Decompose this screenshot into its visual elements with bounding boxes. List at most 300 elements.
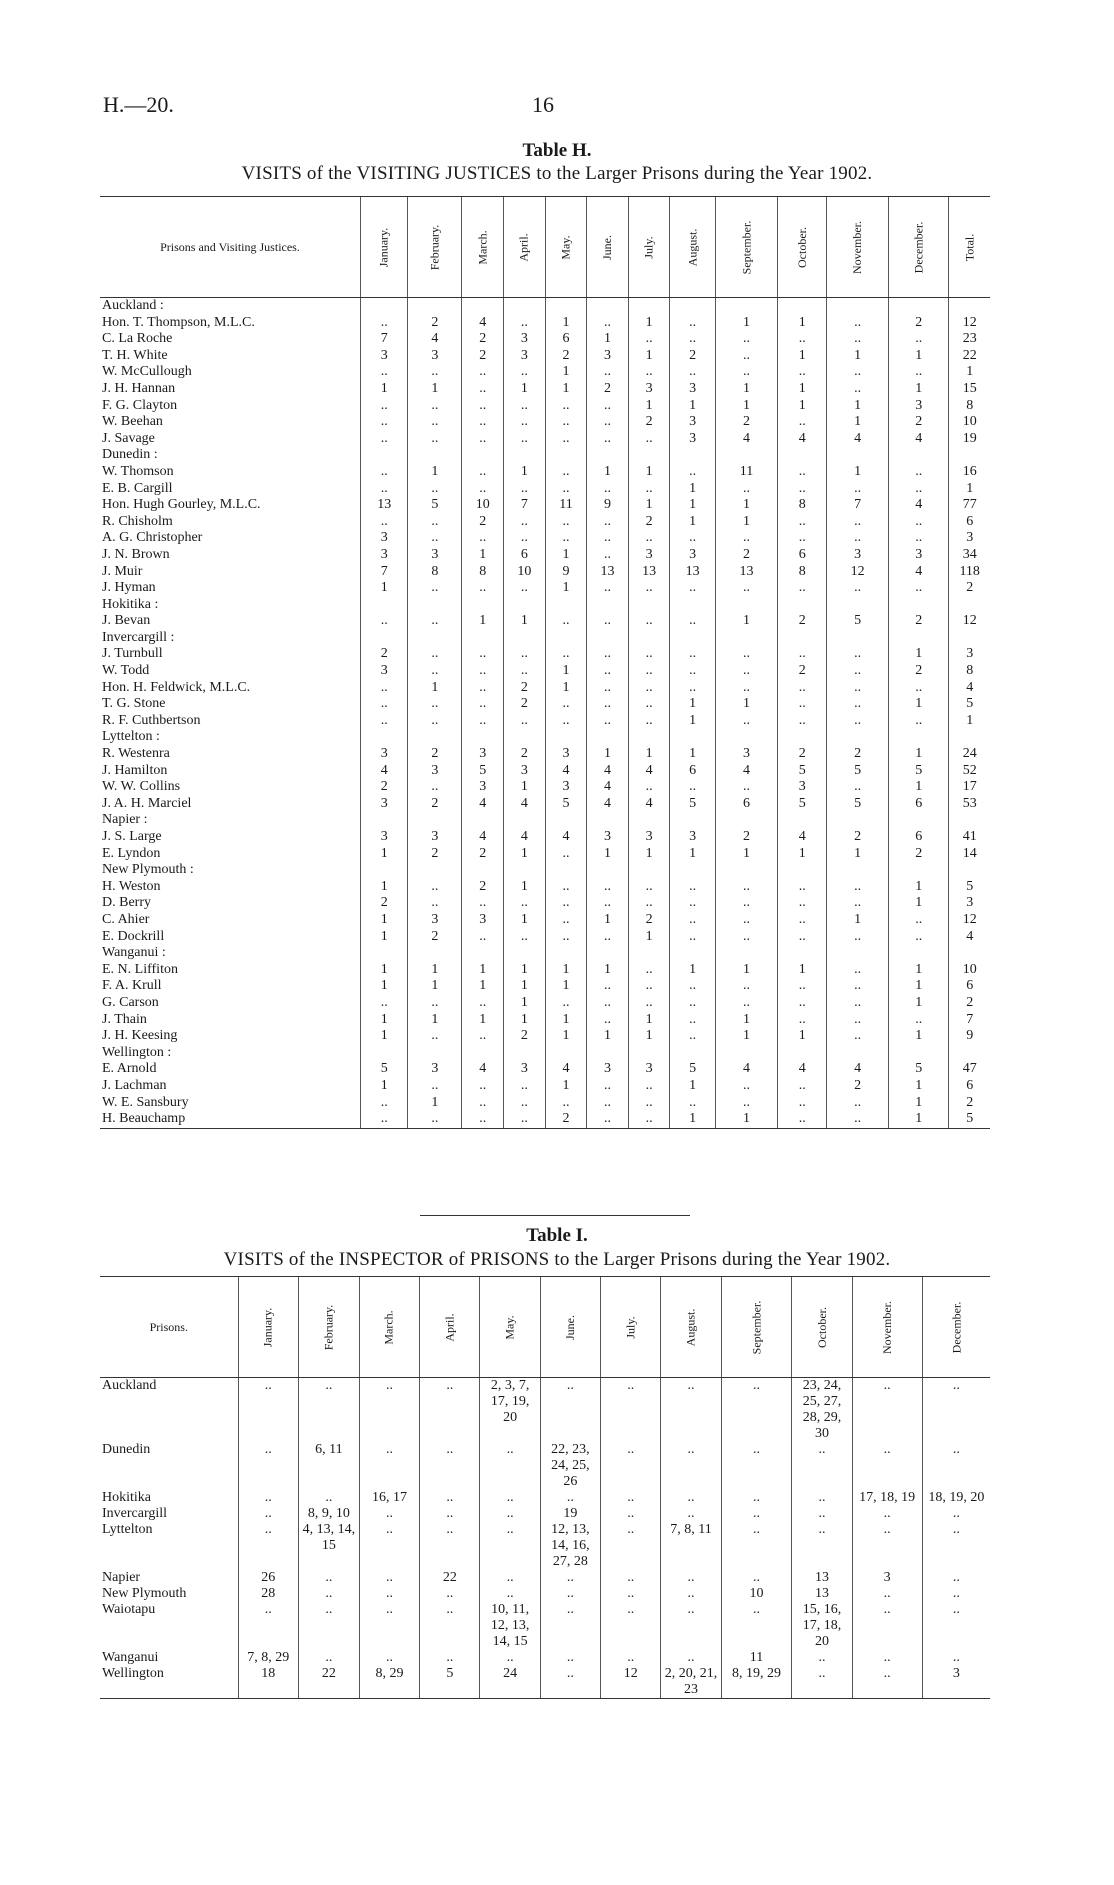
- column-header-month: [721, 1277, 792, 1378]
- table-row: [100, 1012, 990, 1029]
- value-cell: 7: [360, 564, 407, 581]
- value-cell: ..: [462, 680, 504, 697]
- column-header-month: [778, 197, 827, 298]
- value-cell: 3: [360, 348, 407, 365]
- value-cell: 1: [778, 315, 827, 332]
- value-cell: ..: [504, 1078, 546, 1095]
- value-cell: 1: [889, 1028, 949, 1045]
- value-cell: 2: [889, 414, 949, 431]
- value-cell: 18, 19, 20: [922, 1490, 990, 1506]
- table-row: [100, 597, 990, 614]
- value-cell: 1: [408, 1012, 462, 1029]
- table-row: [100, 613, 990, 630]
- value-cell: ..: [889, 464, 949, 481]
- value-cell: ..: [360, 995, 407, 1012]
- value-cell: 5: [360, 1061, 407, 1078]
- value-cell: ..: [420, 1378, 480, 1443]
- empty-cell: [670, 1045, 715, 1062]
- row-name: J. Thain: [102, 1011, 147, 1027]
- value-cell: 23, 24, 25, 27, 28, 29, 30: [792, 1378, 852, 1443]
- empty-cell: [408, 945, 462, 962]
- empty-cell: [889, 729, 949, 746]
- value-cell: ..: [792, 1442, 852, 1490]
- value-cell: 1: [545, 962, 587, 979]
- empty-cell: [587, 1045, 629, 1062]
- empty-cell: [778, 630, 827, 647]
- value-cell: 1: [715, 696, 777, 713]
- value-cell: ..: [408, 514, 462, 531]
- value-cell: 1: [889, 1095, 949, 1112]
- value-cell: ..: [715, 779, 777, 796]
- value-cell: ..: [408, 530, 462, 547]
- empty-cell: [889, 862, 949, 879]
- value-cell: ..: [359, 1570, 419, 1586]
- empty-cell: [949, 862, 990, 879]
- value-cell: 34: [949, 547, 990, 564]
- empty-cell: [360, 597, 407, 614]
- value-cell: 1: [670, 962, 715, 979]
- table-row: [100, 829, 990, 846]
- value-cell: 2: [827, 746, 889, 763]
- row-name: J. S. Large: [102, 829, 162, 844]
- value-cell: ..: [408, 364, 462, 381]
- value-cell: 1: [827, 414, 889, 431]
- value-cell: 3: [504, 763, 546, 780]
- value-cell: 3: [360, 547, 407, 564]
- table-row: [100, 1650, 990, 1666]
- value-cell: ..: [852, 1522, 922, 1570]
- value-cell: 1: [670, 514, 715, 531]
- value-cell: 5: [462, 763, 504, 780]
- value-cell: 1: [545, 680, 587, 697]
- table-row: [100, 796, 990, 813]
- value-cell: ..: [298, 1650, 359, 1666]
- value-cell: 2: [827, 1078, 889, 1095]
- value-cell: ..: [827, 580, 889, 597]
- value-cell: 3: [408, 348, 462, 365]
- empty-cell: [715, 1045, 777, 1062]
- value-cell: 1: [670, 746, 715, 763]
- value-cell: ..: [827, 779, 889, 796]
- value-cell: 7, 8, 11: [661, 1522, 721, 1570]
- empty-cell: [949, 447, 990, 464]
- empty-cell: [827, 447, 889, 464]
- value-cell: 2, 3, 7, 17, 19, 20: [480, 1378, 540, 1443]
- value-cell: 4: [778, 829, 827, 846]
- value-cell: ..: [721, 1602, 792, 1650]
- value-cell: 12: [601, 1666, 661, 1699]
- value-cell: ..: [827, 331, 889, 348]
- value-cell: 17, 18, 19: [852, 1490, 922, 1506]
- value-cell: 1: [545, 663, 587, 680]
- value-cell: ..: [587, 1111, 629, 1128]
- value-cell: 4, 13, 14, 15: [298, 1522, 359, 1570]
- value-cell: ..: [298, 1378, 359, 1443]
- value-cell: ..: [462, 1028, 504, 1045]
- row-name: J. N. Brown: [102, 546, 170, 562]
- value-cell: 3: [949, 530, 990, 547]
- value-cell: ..: [540, 1378, 600, 1443]
- value-cell: ..: [922, 1570, 990, 1586]
- prison-group-label: Wanganui :: [102, 945, 166, 961]
- value-cell: 5: [670, 796, 715, 813]
- value-cell: ..: [889, 912, 949, 929]
- value-cell: 3: [852, 1570, 922, 1586]
- empty-cell: [715, 630, 777, 647]
- value-cell: 1: [715, 613, 777, 630]
- value-cell: 5: [408, 497, 462, 514]
- empty-cell: [408, 298, 462, 315]
- empty-cell: [628, 812, 670, 829]
- value-cell: 3: [408, 547, 462, 564]
- value-cell: 6: [545, 331, 587, 348]
- value-cell: 11: [545, 497, 587, 514]
- empty-cell: [408, 447, 462, 464]
- value-cell: 1: [889, 879, 949, 896]
- value-cell: ..: [628, 779, 670, 796]
- value-cell: ..: [670, 331, 715, 348]
- value-cell: ..: [408, 580, 462, 597]
- empty-cell: [670, 630, 715, 647]
- value-cell: ..: [721, 1506, 792, 1522]
- value-cell: 1: [628, 398, 670, 415]
- value-cell: ..: [778, 481, 827, 498]
- value-cell: 3: [670, 829, 715, 846]
- value-cell: 3: [670, 414, 715, 431]
- value-cell: 5: [949, 1111, 990, 1128]
- page-number: 16: [532, 92, 554, 117]
- value-cell: 1: [715, 497, 777, 514]
- empty-cell: [504, 945, 546, 962]
- empty-cell: [778, 862, 827, 879]
- value-cell: 2: [889, 315, 949, 332]
- empty-cell: [462, 729, 504, 746]
- value-cell: ..: [504, 580, 546, 597]
- value-cell: 5: [949, 879, 990, 896]
- column-header-text: May.: [558, 234, 573, 260]
- row-name: R. Westenra: [102, 746, 170, 762]
- value-cell: ..: [670, 315, 715, 332]
- value-cell: 1: [715, 315, 777, 332]
- value-cell: 8, 9, 10: [298, 1506, 359, 1522]
- empty-cell: [670, 945, 715, 962]
- table-row: [100, 1061, 990, 1078]
- value-cell: 1: [545, 1078, 587, 1095]
- value-cell: 1: [408, 962, 462, 979]
- table-row: [100, 580, 990, 597]
- value-cell: ..: [504, 530, 546, 547]
- value-cell: 1: [462, 613, 504, 630]
- value-cell: 4: [889, 497, 949, 514]
- column-header-month: [661, 1277, 721, 1378]
- value-cell: 1: [827, 912, 889, 929]
- value-cell: 8: [462, 564, 504, 581]
- value-cell: ..: [670, 364, 715, 381]
- value-cell: ..: [587, 1012, 629, 1029]
- value-cell: 2: [408, 315, 462, 332]
- value-cell: ..: [778, 414, 827, 431]
- value-cell: ..: [827, 929, 889, 946]
- value-cell: ..: [827, 680, 889, 697]
- table-row: [100, 315, 990, 332]
- table-row: [100, 1522, 990, 1570]
- value-cell: ..: [778, 995, 827, 1012]
- value-cell: ..: [827, 1095, 889, 1112]
- table-row: [100, 447, 990, 464]
- row-name: J. H. Hannan: [102, 380, 176, 396]
- value-cell: 2: [462, 514, 504, 531]
- value-cell: 13: [792, 1570, 852, 1586]
- value-cell: 1: [778, 381, 827, 398]
- value-cell: ..: [540, 1570, 600, 1586]
- value-cell: ..: [852, 1666, 922, 1699]
- value-cell: 4: [545, 1061, 587, 1078]
- value-cell: ..: [715, 331, 777, 348]
- value-cell: ..: [462, 580, 504, 597]
- row-name: E. Lyndon: [102, 845, 161, 861]
- value-cell: 2: [778, 613, 827, 630]
- value-cell: 7: [360, 331, 407, 348]
- value-cell: ..: [587, 398, 629, 415]
- value-cell: ..: [408, 696, 462, 713]
- empty-cell: [545, 862, 587, 879]
- value-cell: ..: [462, 1111, 504, 1128]
- value-cell: ..: [587, 431, 629, 448]
- table-row: [100, 497, 990, 514]
- value-cell: 4: [360, 763, 407, 780]
- value-cell: ..: [587, 414, 629, 431]
- value-cell: ..: [545, 414, 587, 431]
- value-cell: 4: [545, 763, 587, 780]
- value-cell: ..: [504, 514, 546, 531]
- empty-cell: [408, 1045, 462, 1062]
- value-cell: 1: [715, 514, 777, 531]
- value-cell: ..: [462, 895, 504, 912]
- value-cell: ..: [827, 315, 889, 332]
- value-cell: ..: [628, 663, 670, 680]
- value-cell: ..: [889, 713, 949, 730]
- value-cell: 11: [715, 464, 777, 481]
- value-cell: 5: [827, 763, 889, 780]
- value-cell: ..: [545, 646, 587, 663]
- value-cell: ..: [827, 530, 889, 547]
- value-cell: ..: [504, 663, 546, 680]
- value-cell: ..: [852, 1650, 922, 1666]
- value-cell: 118: [949, 564, 990, 581]
- value-cell: 3: [408, 1061, 462, 1078]
- empty-cell: [504, 862, 546, 879]
- value-cell: ..: [670, 680, 715, 697]
- value-cell: 23: [949, 331, 990, 348]
- value-cell: 14: [949, 846, 990, 863]
- column-header-text: November.: [850, 220, 865, 274]
- table-row: [100, 746, 990, 763]
- column-header-text: March.: [382, 1309, 397, 1345]
- value-cell: 24: [949, 746, 990, 763]
- value-cell: 1: [360, 879, 407, 896]
- value-cell: 1: [360, 929, 407, 946]
- value-cell: ..: [545, 846, 587, 863]
- value-cell: 3: [889, 398, 949, 415]
- empty-cell: [504, 1045, 546, 1062]
- value-cell: ..: [298, 1490, 359, 1506]
- value-cell: ..: [922, 1586, 990, 1602]
- value-cell: ..: [889, 364, 949, 381]
- value-cell: 6: [949, 1078, 990, 1095]
- value-cell: ..: [462, 713, 504, 730]
- value-cell: 28: [238, 1586, 298, 1602]
- empty-cell: [778, 298, 827, 315]
- row-name: J. H. Keesing: [102, 1028, 178, 1044]
- empty-cell: [360, 298, 407, 315]
- value-cell: 1: [360, 846, 407, 863]
- empty-cell: [949, 298, 990, 315]
- value-cell: 3: [360, 829, 407, 846]
- value-cell: ..: [480, 1490, 540, 1506]
- value-cell: 1: [670, 497, 715, 514]
- value-cell: 4: [889, 564, 949, 581]
- empty-cell: [628, 447, 670, 464]
- column-header-text: August.: [685, 228, 700, 266]
- value-cell: 1: [504, 381, 546, 398]
- empty-cell: [827, 1045, 889, 1062]
- value-cell: ..: [462, 696, 504, 713]
- empty-cell: [778, 812, 827, 829]
- value-cell: 1: [889, 696, 949, 713]
- value-cell: 6: [949, 514, 990, 531]
- value-cell: ..: [715, 995, 777, 1012]
- empty-cell: [545, 945, 587, 962]
- value-cell: 5: [545, 796, 587, 813]
- value-cell: 2: [949, 580, 990, 597]
- value-cell: 1: [504, 912, 546, 929]
- row-name: C. La Roche: [102, 331, 173, 347]
- value-cell: 52: [949, 763, 990, 780]
- value-cell: 22: [420, 1570, 480, 1586]
- value-cell: 1: [504, 978, 546, 995]
- value-cell: ..: [601, 1586, 661, 1602]
- value-cell: 1: [462, 962, 504, 979]
- value-cell: ..: [360, 680, 407, 697]
- value-cell: 1: [360, 381, 407, 398]
- column-header-text: October.: [814, 1306, 829, 1348]
- value-cell: ..: [827, 1111, 889, 1128]
- value-cell: ..: [670, 978, 715, 995]
- value-cell: ..: [504, 431, 546, 448]
- table-row: [100, 1028, 990, 1045]
- value-cell: 2: [408, 796, 462, 813]
- empty-cell: [504, 447, 546, 464]
- value-cell: 3: [360, 796, 407, 813]
- value-cell: ..: [827, 364, 889, 381]
- value-cell: ..: [545, 879, 587, 896]
- value-cell: 16, 17: [359, 1490, 419, 1506]
- value-cell: 3: [628, 829, 670, 846]
- value-cell: 8: [778, 564, 827, 581]
- value-cell: ..: [889, 929, 949, 946]
- value-cell: 4: [715, 763, 777, 780]
- value-cell: 1: [715, 398, 777, 415]
- prison-group-label: Hokitika :: [102, 596, 159, 612]
- value-cell: 5: [889, 763, 949, 780]
- prison-group-label: Dunedin :: [102, 447, 158, 463]
- empty-cell: [949, 630, 990, 647]
- value-cell: 2: [504, 680, 546, 697]
- value-cell: 5: [778, 796, 827, 813]
- column-header-month: [480, 1277, 540, 1378]
- table-row: [100, 696, 990, 713]
- value-cell: 1: [949, 713, 990, 730]
- value-cell: 1: [545, 978, 587, 995]
- column-header-text: September.: [749, 1300, 764, 1354]
- value-cell: 3: [922, 1666, 990, 1699]
- empty-cell: [715, 447, 777, 464]
- empty-cell: [628, 630, 670, 647]
- value-cell: 1: [827, 846, 889, 863]
- value-cell: ..: [778, 464, 827, 481]
- column-header-month: [462, 197, 504, 298]
- empty-cell: [408, 862, 462, 879]
- value-cell: ..: [827, 514, 889, 531]
- empty-cell: [360, 812, 407, 829]
- empty-cell: [670, 812, 715, 829]
- value-cell: 22: [298, 1666, 359, 1699]
- column-header-month: [852, 1277, 922, 1378]
- value-cell: ..: [504, 481, 546, 498]
- value-cell: 1: [889, 381, 949, 398]
- row-name: J. Hamilton: [102, 762, 168, 778]
- empty-cell: [360, 862, 407, 879]
- value-cell: 17: [949, 779, 990, 796]
- value-cell: ..: [889, 514, 949, 531]
- value-cell: 11: [721, 1650, 792, 1666]
- value-cell: ..: [715, 879, 777, 896]
- value-cell: ..: [778, 364, 827, 381]
- value-cell: ..: [715, 680, 777, 697]
- value-cell: ..: [238, 1602, 298, 1650]
- row-name: Lyttelton: [102, 1522, 153, 1537]
- empty-cell: [462, 597, 504, 614]
- row-name: Hokitika: [102, 1490, 151, 1505]
- value-cell: 2: [628, 912, 670, 929]
- value-cell: 6: [949, 978, 990, 995]
- value-cell: 2: [778, 663, 827, 680]
- table-row: [100, 879, 990, 896]
- value-cell: ..: [408, 431, 462, 448]
- empty-cell: [628, 945, 670, 962]
- value-cell: ..: [628, 530, 670, 547]
- value-cell: ..: [827, 696, 889, 713]
- value-cell: ..: [628, 1078, 670, 1095]
- value-cell: ..: [462, 414, 504, 431]
- value-cell: 3: [587, 1061, 629, 1078]
- column-header-month: [359, 1277, 419, 1378]
- value-cell: ..: [670, 779, 715, 796]
- value-cell: ..: [238, 1522, 298, 1570]
- empty-cell: [949, 729, 990, 746]
- column-header-month: [670, 197, 715, 298]
- value-cell: 1: [889, 978, 949, 995]
- value-cell: 1: [715, 1111, 777, 1128]
- value-cell: ..: [778, 912, 827, 929]
- value-cell: 12: [949, 315, 990, 332]
- value-cell: ..: [661, 1442, 721, 1490]
- empty-cell: [587, 298, 629, 315]
- value-cell: ..: [545, 481, 587, 498]
- value-cell: ..: [462, 481, 504, 498]
- empty-cell: [670, 447, 715, 464]
- empty-cell: [628, 1045, 670, 1062]
